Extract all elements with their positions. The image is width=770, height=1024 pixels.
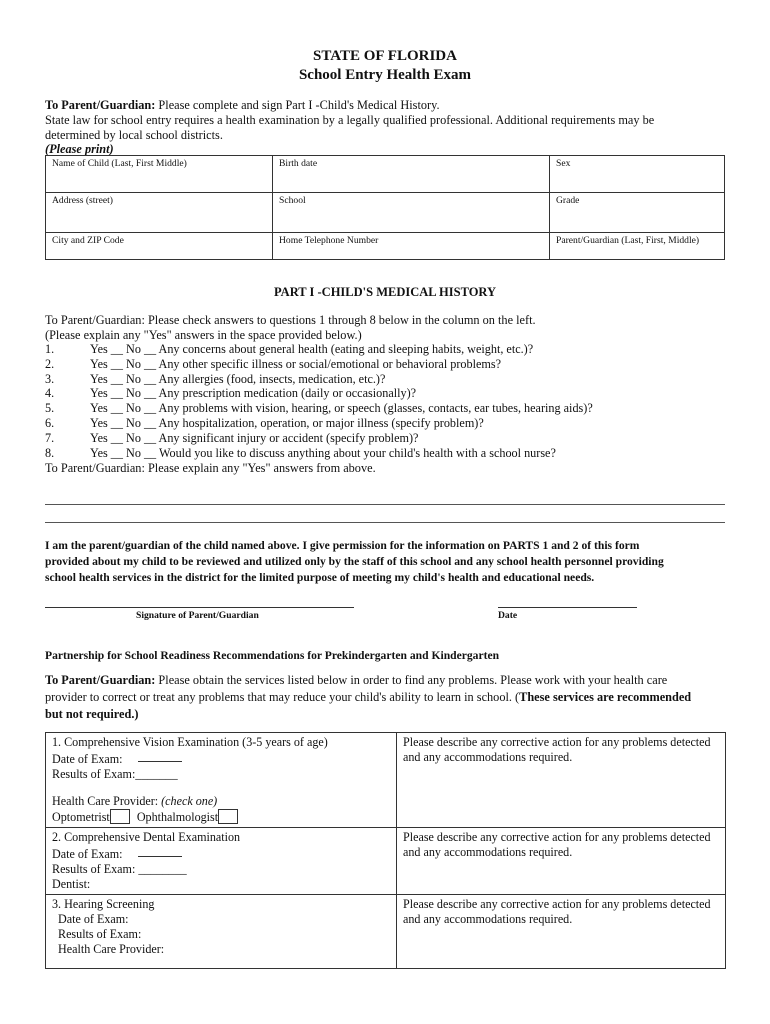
sex-label: Sex: [556, 158, 571, 169]
question-number: 5.: [45, 401, 55, 415]
explain-yes-prompt: To Parent/Guardian: Please explain any "Yes" answers from above.: [45, 461, 376, 475]
form-title: School Entry Health Exam: [298, 67, 472, 83]
ophthalmologist-checkbox[interactable]: [218, 809, 238, 824]
optometrist-label: Optometrist: [52, 810, 110, 824]
birth-date-field[interactable]: [273, 156, 550, 193]
sex-field[interactable]: [550, 156, 725, 193]
vision-action-prompt: Please describe any corrective action for any problems detected and any accommodations required.: [403, 735, 711, 764]
question-text: Yes __ No __ Any allergies (food, insects, medication, etc.)?: [90, 372, 386, 386]
partnership-line-3: but not required.): [45, 707, 139, 721]
intro-lead: To Parent/Guardian:: [45, 98, 156, 112]
school-label: School: [279, 195, 306, 206]
question-number: 1.: [45, 342, 55, 356]
partnership-lead-text: Please obtain the services listed below in order to find any problems. Please work with your health care: [155, 673, 668, 687]
intro-line-2: State law for school entry requires a health examination by a legally qualified professional. Additional requirements may be: [45, 113, 655, 127]
explain-answer-line-1[interactable]: [45, 504, 725, 505]
intro-lead-text: Please complete and sign Part I -Child's Medical History.: [155, 98, 440, 112]
question-text: Yes __ No __ Any significant injury or accident (specify problem)?: [90, 431, 419, 445]
address-field[interactable]: [46, 193, 273, 233]
partnership-recommended: These services are recommended: [519, 690, 692, 704]
birth-date-label: Birth date: [279, 158, 318, 169]
hearing-date[interactable]: Date of Exam:: [58, 912, 129, 926]
question-number: 7.: [45, 431, 55, 445]
hearing-exam-cell: [46, 895, 397, 969]
partnership-heading: Partnership for School Readiness Recommendations for Prekindergarten and Kindergarten: [45, 649, 500, 662]
guardian-name-field[interactable]: [550, 233, 725, 260]
hearing-results[interactable]: Results of Exam:: [58, 927, 142, 941]
partnership-line-2-text: provider to correct or treat any problems that may reduce your child's ability to learn in school. (: [45, 690, 520, 704]
vision-exam-title: 1. Comprehensive Vision Examination (3-5 years of age): [52, 735, 328, 749]
question-1[interactable]: [45, 342, 533, 357]
signature-line[interactable]: [45, 607, 354, 608]
part1-instruction-1: To Parent/Guardian: Please check answers to questions 1 through 8 below in the column on the left.: [45, 313, 536, 327]
question-3[interactable]: [45, 372, 385, 387]
question-text: Yes __ No __ Any prescription medication (daily or occasionally)?: [90, 386, 417, 400]
hearing-action-prompt: Please describe any corrective action for any problems detected and any accommodations required.: [403, 897, 711, 926]
date-label: Date: [498, 610, 518, 621]
question-number: 6.: [45, 416, 55, 430]
question-text: Yes __ No __ Any hospitalization, operation, or major illness (specify problem)?: [90, 416, 484, 430]
intro-line-1: [45, 98, 440, 113]
question-7[interactable]: [45, 431, 418, 446]
question-text: Yes __ No __ Would you like to discuss anything about your child's health with a school nurse?: [90, 446, 556, 460]
guardian-name-label: Parent/Guardian (Last, First, Middle): [556, 235, 700, 246]
part1-heading: PART I -CHILD'S MEDICAL HISTORY: [273, 285, 497, 299]
question-6[interactable]: [45, 416, 484, 431]
please-print-note: (Please print): [45, 142, 114, 156]
ophthalmologist-label: Ophthalmologist: [136, 810, 219, 824]
consent-line-2: provided about my child to be reviewed and utilized only by the staff of this school and any school health personnel providing: [45, 555, 664, 568]
child-name-field[interactable]: [46, 156, 273, 193]
home-phone-label: Home Telephone Number: [279, 235, 379, 246]
vision-action-cell[interactable]: [397, 733, 726, 828]
consent-line-1: I am the parent/guardian of the child named above. I give permission for the information on PARTS 1 and 2 of this form: [45, 539, 640, 552]
question-2[interactable]: [45, 357, 501, 372]
question-4[interactable]: [45, 386, 416, 401]
dental-exam-cell: [46, 828, 397, 895]
dental-exam-title: 2. Comprehensive Dental Examination: [52, 830, 241, 844]
address-label: Address (street): [52, 195, 114, 206]
vision-results[interactable]: Results of Exam:_______: [52, 767, 178, 781]
grade-label: Grade: [556, 195, 580, 206]
city-zip-label: City and ZIP Code: [52, 235, 124, 246]
vision-provider-options: [52, 809, 390, 825]
partnership-line-1: [45, 673, 667, 688]
part1-instruction-2: (Please explain any "Yes" answers in the space provided below.): [45, 328, 362, 342]
question-number: 2.: [45, 357, 55, 371]
question-8[interactable]: [45, 446, 556, 461]
consent-line-3: school health services in the district for the limited purpose of meeting my child's health and educational needs.: [45, 571, 595, 584]
dental-date-label: Date of Exam:: [52, 847, 123, 861]
dental-results[interactable]: Results of Exam: ________: [52, 862, 187, 876]
partnership-line-2: [45, 690, 691, 705]
partnership-lead: To Parent/Guardian:: [45, 673, 156, 687]
date-line[interactable]: [498, 607, 637, 608]
question-number: 8.: [45, 446, 55, 460]
school-field[interactable]: [273, 193, 550, 233]
optometrist-checkbox[interactable]: [110, 809, 130, 824]
vision-provider-note: (check one): [161, 794, 218, 808]
intro-line-3: determined by local school districts.: [45, 128, 223, 142]
form-state-title: STATE OF FLORIDA: [313, 48, 457, 64]
hearing-provider[interactable]: Health Care Provider:: [58, 942, 165, 956]
dental-date-blank[interactable]: [138, 845, 182, 857]
question-number: 4.: [45, 386, 55, 400]
hearing-action-cell[interactable]: [397, 895, 726, 969]
question-text: Yes __ No __ Any concerns about general health (eating and sleeping habits, weight, etc.)?: [90, 342, 534, 356]
vision-provider-row: [52, 794, 390, 809]
vision-date-row[interactable]: [52, 750, 390, 767]
hearing-exam-title: 3. Hearing Screening: [52, 897, 155, 911]
dental-dentist[interactable]: Dentist:: [52, 877, 91, 891]
home-phone-field[interactable]: [273, 233, 550, 260]
explain-answer-line-2[interactable]: [45, 522, 725, 523]
recommendations-table: [45, 732, 726, 969]
question-5[interactable]: [45, 401, 593, 416]
vision-date-blank[interactable]: [138, 750, 182, 762]
question-text: Yes __ No __ Any other specific illness or social/emotional or behavioral problems?: [90, 357, 502, 371]
vision-exam-cell: [46, 733, 397, 828]
child-name-label: Name of Child (Last, First Middle): [52, 158, 187, 169]
question-text: Yes __ No __ Any problems with vision, hearing, or speech (glasses, contacts, ear tubes, hearing aids)?: [90, 401, 593, 415]
vision-date-label: Date of Exam:: [52, 752, 123, 766]
vision-provider-label: Health Care Provider:: [52, 794, 162, 808]
city-zip-field[interactable]: [46, 233, 273, 260]
dental-action-prompt: Please describe any corrective action for any problems detected and any accommodations required.: [403, 830, 711, 859]
signature-label: Signature of Parent/Guardian: [136, 610, 259, 621]
child-info-table: [45, 155, 725, 260]
dental-date-row[interactable]: [52, 845, 390, 862]
dental-action-cell[interactable]: [397, 828, 726, 895]
grade-field[interactable]: [550, 193, 725, 233]
question-number: 3.: [45, 372, 55, 386]
